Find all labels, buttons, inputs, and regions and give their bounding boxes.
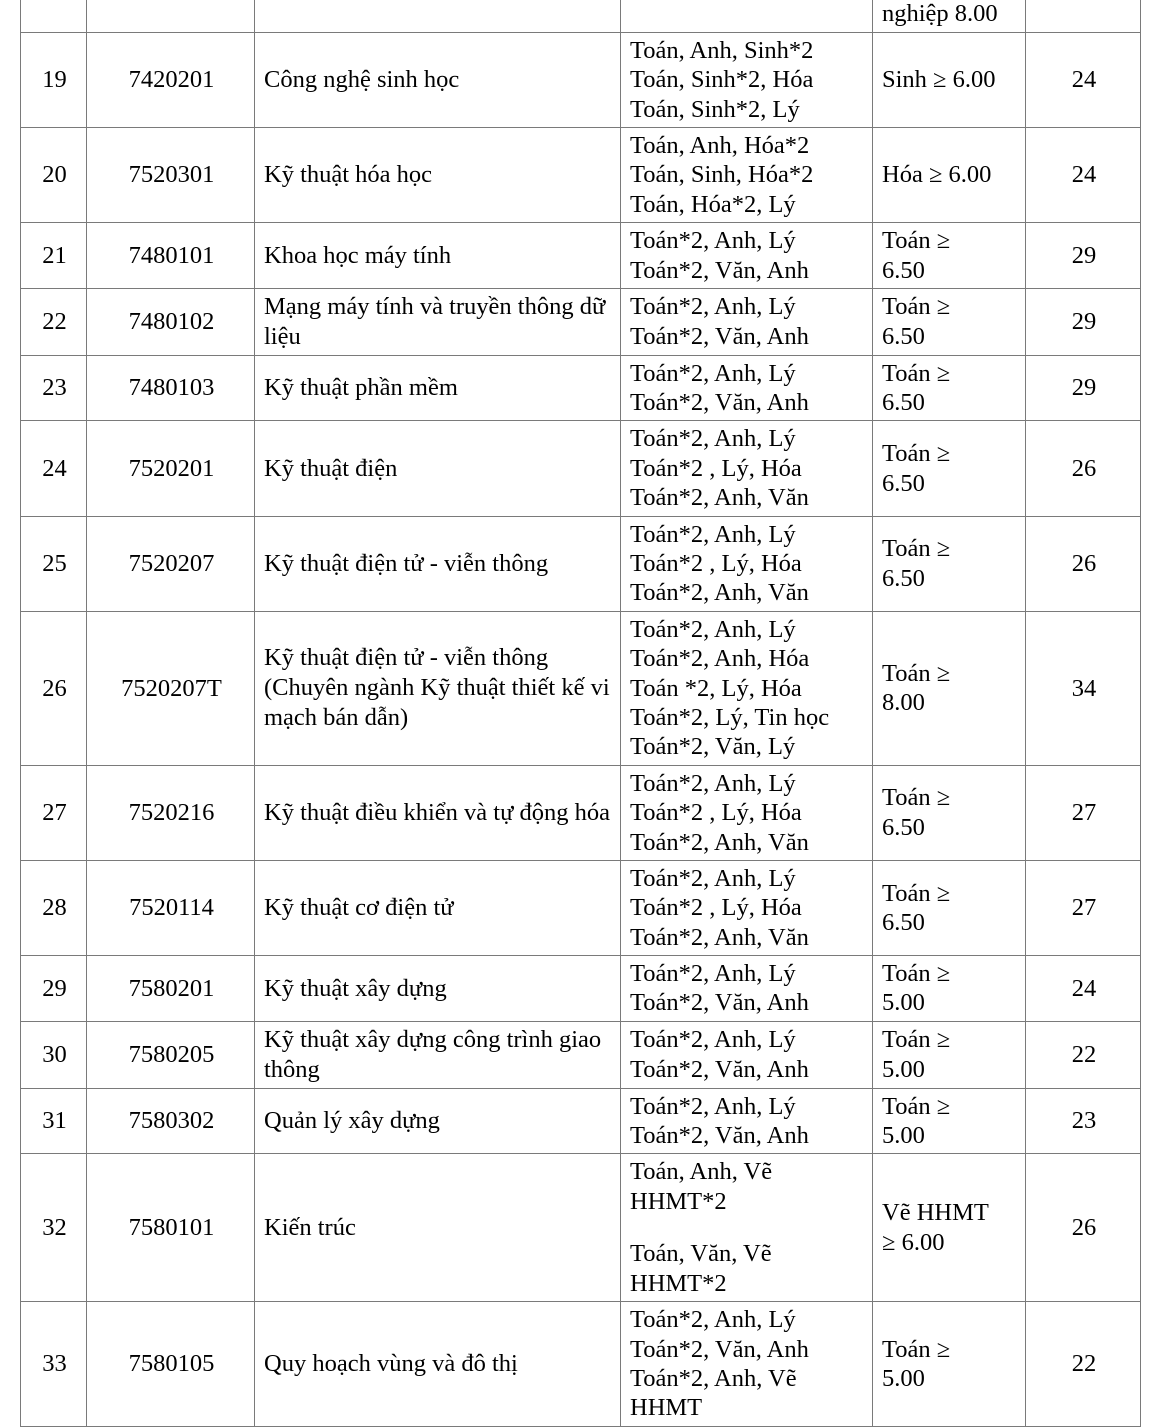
table-row [21,127,1141,222]
cell-major [255,127,621,222]
cell-subjects-line: Toán*2, Văn, Anh [630,1122,809,1149]
cell-major [255,1088,621,1154]
cell-major [255,1154,621,1302]
table-body [21,0,1141,1426]
cell-score: 34 [1026,611,1141,765]
cell-subjects [621,355,873,421]
cell-subjects [621,421,873,516]
cell-condition [873,1021,1026,1088]
admissions-quota-table [20,0,1141,1427]
cell-condition-line: Toán ≥ [882,879,951,907]
table-row [21,1021,1141,1088]
cell-condition-line: 6.50 [882,564,925,592]
cell-major [255,288,621,355]
cell-condition [873,860,1026,955]
cell-condition [873,0,1026,32]
cell-condition-line: Toán ≥ [882,1026,951,1054]
cell-subjects-line: Toán, Anh, Hóa*2 [630,131,810,159]
table-row [21,223,1141,289]
cell-major-line: Kỹ thuật điện [264,454,398,482]
cell-subjects [621,0,873,32]
cell-code: 7480101 [87,223,255,289]
cell-condition-line: ≥ 6.00 [882,1228,945,1256]
cell-code: 7480102 [87,288,255,355]
cell-major-line: Công nghệ sinh học [264,65,460,93]
cell-major [255,516,621,611]
cell-stt: 31 [21,1088,87,1154]
cell-condition [873,288,1026,355]
cell-condition [873,1302,1026,1427]
cell-condition-line: Toán ≥ [882,227,951,255]
cell-subjects [621,1154,873,1302]
cell-subjects-line: Toán*2, Anh, Lý [630,1092,796,1120]
cell-subjects [621,1302,873,1427]
cell-subjects [621,288,873,355]
cell-code: 7520301 [87,127,255,222]
table-row [21,1088,1141,1154]
cell-subjects-line: HHMT [630,1394,703,1422]
cell-major [255,956,621,1022]
cell-condition-line: nghiệp 8.00 [882,0,998,28]
cell-subjects-line: Toán*2, Anh, Lý [630,615,796,643]
table-row [21,611,1141,765]
cell-score: 23 [1026,1088,1141,1154]
cell-stt: 25 [21,516,87,611]
cell-score: 26 [1026,516,1141,611]
cell-condition [873,516,1026,611]
cell-subjects-line: Toán*2, Lý, Tin học [630,703,830,731]
cell-code: 7520207 [87,516,255,611]
cell-subjects [621,956,873,1022]
cell-stt: 27 [21,765,87,860]
cell-subjects-line: Toán*2 , Lý, Hóa [630,799,802,827]
cell-code [87,0,255,32]
cell-score: 22 [1026,1302,1141,1427]
cell-subjects-line: Toán*2, Văn, Lý [630,733,796,761]
table-row [21,1302,1141,1427]
cell-condition-line: 6.50 [882,256,925,284]
cell-score: 22 [1026,1021,1141,1088]
cell-major-line: Kỹ thuật cơ điện tử [264,894,454,922]
table-row [21,288,1141,355]
cell-code: 7520216 [87,765,255,860]
cell-subjects-line: Toán*2, Anh, Lý [630,864,796,892]
cell-condition [873,355,1026,421]
cell-subjects-line: Toán*2, Anh, Lý [630,359,796,387]
table-row [21,956,1141,1022]
cell-stt: 23 [21,355,87,421]
cell-condition-line: Hóa ≥ 6.00 [882,161,992,189]
cell-subjects-line: Toán, Anh, Vẽ [630,1158,773,1186]
cell-major [255,421,621,516]
cell-subjects [621,611,873,765]
cell-subjects-line: Toán, Anh, Sinh*2 [630,36,814,64]
cell-subjects-line: Toán*2, Văn, Anh [630,989,809,1017]
cell-code: 7520207T [87,611,255,765]
cell-subjects [621,127,873,222]
cell-code: 7580302 [87,1088,255,1154]
cell-major-line: Mạng máy tính và truyền thông dữ [264,292,606,320]
table-row [21,860,1141,955]
cell-condition-line: 8.00 [882,689,925,717]
cell-stt: 30 [21,1021,87,1088]
cell-subjects-line: Toán*2 , Lý, Hóa [630,894,802,922]
cell-subjects-line: Toán, Hóa*2, Lý [630,190,796,218]
cell-major [255,0,621,32]
table-row [21,32,1141,127]
cell-subjects-line: Toán*2, Văn, Anh [630,322,809,350]
cell-major-line: Quản lý xây dựng [264,1107,440,1135]
cell-condition [873,1154,1026,1302]
cell-score: 29 [1026,223,1141,289]
cell-subjects-line: Toán, Văn, Vẽ [630,1240,772,1268]
cell-condition-line: 6.50 [882,322,925,350]
cell-subjects [621,1088,873,1154]
cell-score: 26 [1026,421,1141,516]
cell-stt: 26 [21,611,87,765]
cell-score: 27 [1026,765,1141,860]
cell-subjects-line: Toán, Sinh, Hóa*2 [630,161,814,189]
cell-stt: 22 [21,288,87,355]
cell-subjects-line: Toán*2, Văn, Anh [630,389,809,417]
cell-major-line: Kỹ thuật phần mềm [264,374,458,402]
cell-major [255,611,621,765]
cell-condition-line: 5.00 [882,989,925,1017]
cell-major-line: thông [264,1055,320,1083]
cell-condition-line: Toán ≥ [882,440,951,468]
cell-major-line: Quy hoạch vùng và đô thị [264,1350,518,1378]
cell-subjects-line: Toán*2, Anh, Lý [630,293,796,321]
table-row [21,516,1141,611]
cell-subjects-line: Toán*2, Anh, Lý [630,769,796,797]
cell-subjects-line: Toán, Sinh*2, Lý [630,95,800,123]
cell-score: 29 [1026,355,1141,421]
cell-condition [873,956,1026,1022]
cell-subjects-line: Toán*2, Anh, Văn [630,923,809,951]
cell-major [255,860,621,955]
cell-major-line: Kiến trúc [264,1213,356,1241]
cell-condition-line: Toán ≥ [882,1092,951,1120]
cell-condition-line: Sinh ≥ 6.00 [882,66,996,94]
cell-code: 7580201 [87,956,255,1022]
cell-condition [873,611,1026,765]
cell-subjects-line: Toán*2, Anh, Lý [630,425,796,453]
cell-code: 7580101 [87,1154,255,1302]
cell-code: 7420201 [87,32,255,127]
cell-subjects [621,223,873,289]
cell-subjects-line: Toán*2, Anh, Văn [630,484,809,512]
cell-condition-line: Toán ≥ [882,659,951,687]
cell-major [255,765,621,860]
cell-stt: 33 [21,1302,87,1427]
cell-subjects-line: Toán*2, Văn, Anh [630,256,809,284]
cell-major [255,223,621,289]
cell-subjects-line: Toán*2, Anh, Văn [630,828,809,856]
cell-major [255,1021,621,1088]
cell-condition-line: 5.00 [882,1055,925,1083]
cell-subjects [621,516,873,611]
cell-major-line: Kỹ thuật điện tử - viễn thông [264,644,549,672]
cell-major-line: Kỹ thuật hóa học [264,161,433,189]
cell-condition-line: Toán ≥ [882,359,951,387]
cell-subjects-line: Toán, Sinh*2, Hóa [630,66,814,94]
cell-condition-line: 6.50 [882,813,925,841]
cell-major-line: Khoa học máy tính [264,241,452,269]
cell-major [255,32,621,127]
cell-code: 7520114 [87,860,255,955]
cell-stt: 19 [21,32,87,127]
cell-major-line: Kỹ thuật điều khiển và tự động hóa [264,798,611,826]
cell-subjects-line: Toán*2, Anh, Lý [630,1306,796,1334]
table-row [21,421,1141,516]
cell-major [255,355,621,421]
cell-subjects-line: Toán*2, Anh, Lý [630,227,796,255]
cell-condition-line: Toán ≥ [882,960,951,988]
cell-condition-line: 5.00 [882,1122,925,1149]
cell-stt: 28 [21,860,87,955]
cell-code: 7580105 [87,1302,255,1427]
table-row [21,355,1141,421]
cell-condition [873,127,1026,222]
cell-major-line: (Chuyên ngành Kỹ thuật thiết kế vi [264,674,610,702]
cell-code: 7520201 [87,421,255,516]
cell-score: 24 [1026,956,1141,1022]
cell-subjects-line: Toán*2, Anh, Hóa [630,645,810,673]
cell-score: 24 [1026,127,1141,222]
cell-subjects-line: HHMT*2 [630,1269,727,1297]
cell-major-line: mạch bán dẫn) [264,704,409,732]
cell-condition-line: Toán ≥ [882,784,951,812]
cell-stt [21,0,87,32]
cell-major [255,1302,621,1427]
cell-score: 26 [1026,1154,1141,1302]
table-row-partial-top [21,0,1141,32]
cell-major-line: Kỹ thuật xây dựng công trình giao [264,1025,602,1053]
cell-condition [873,32,1026,127]
cell-stt: 24 [21,421,87,516]
cell-stt: 20 [21,127,87,222]
cell-subjects [621,765,873,860]
cell-stt: 21 [21,223,87,289]
table-row [21,765,1141,860]
cell-stt: 29 [21,956,87,1022]
cell-score [1026,0,1141,32]
cell-condition-line: Vẽ HHMT [882,1199,989,1227]
cell-condition [873,765,1026,860]
cell-condition-line: 6.50 [882,908,925,936]
cell-subjects [621,860,873,955]
cell-subjects-line: Toán*2 , Lý, Hóa [630,550,802,577]
cell-subjects-line: Toán*2, Anh, Lý [630,960,796,988]
cell-condition-line: 5.00 [882,1365,925,1392]
cell-stt: 32 [21,1154,87,1302]
cell-subjects-line: Toán*2 , Lý, Hóa [630,454,802,482]
blank-line [630,1216,865,1239]
cell-subjects-line: Toán*2, Văn, Anh [630,1055,809,1083]
cell-subjects [621,1021,873,1088]
cell-condition-line: 6.50 [882,389,925,417]
cell-condition [873,421,1026,516]
cell-code: 7580205 [87,1021,255,1088]
cell-condition-line: 6.50 [882,469,925,497]
cell-score: 29 [1026,288,1141,355]
cell-score: 24 [1026,32,1141,127]
cell-condition [873,223,1026,289]
cell-condition-line: Toán ≥ [882,535,951,563]
cell-subjects-line: Toán*2, Anh, Văn [630,579,809,607]
table-row [21,1154,1141,1302]
cell-condition-line: Toán ≥ [882,293,951,321]
cell-major-line: liệu [264,322,301,350]
cell-subjects-line: Toán *2, Lý, Hóa [630,674,802,702]
cell-condition-line: Toán ≥ [882,1335,951,1363]
cell-condition [873,1088,1026,1154]
cell-major-line: Kỹ thuật xây dựng [264,974,447,1002]
cell-score: 27 [1026,860,1141,955]
cell-major-line: Kỹ thuật điện tử - viễn thông [264,549,549,577]
cell-code: 7480103 [87,355,255,421]
cell-subjects-line: Toán*2, Văn, Anh [630,1335,809,1363]
cell-subjects-line: Toán*2, Anh, Lý [630,520,796,548]
cell-subjects-line: HHMT*2 [630,1187,727,1215]
cell-subjects-line: Toán*2, Anh, Vẽ [630,1365,797,1392]
cell-subjects-line: Toán*2, Anh, Lý [630,1026,796,1054]
cell-subjects [621,32,873,127]
